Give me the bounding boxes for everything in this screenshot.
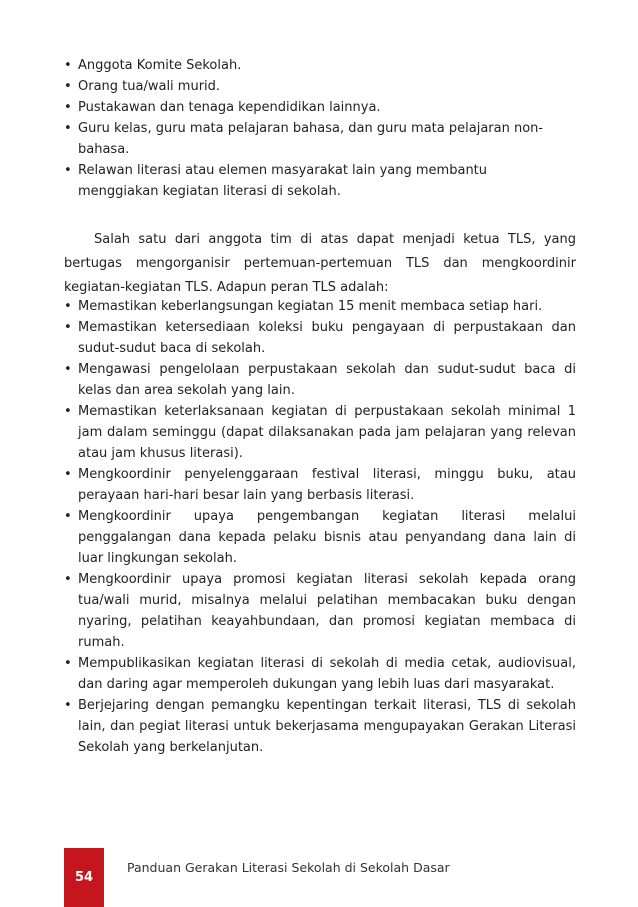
page-number: 54: [64, 848, 104, 907]
bullet-icon: •: [64, 362, 72, 377]
bullet-icon: •: [64, 404, 72, 419]
list-item: • Memastikan ketersediaan koleksi buku pengayaan di perpustakaan dan sudut-sudut baca di sekolah.: [64, 317, 576, 359]
bullet-icon: •: [64, 698, 72, 713]
list-item: • Anggota Komite Sekolah.: [64, 55, 564, 76]
list-item: • Mempublikasikan kegiatan literasi di sekolah di media cetak, audiovisual, dan daring agar memperoleh dukungan yang lebih luas dari masyarakat.: [64, 653, 576, 695]
bullet-icon: •: [64, 467, 72, 482]
list-item: • Mengkoordinir upaya pengembangan kegiatan literasi melalui penggalangan dana kepada pelaku bisnis atau penyandang dana lain di luar lingkungan sekolah.: [64, 506, 576, 569]
team-members-list: [64, 55, 564, 202]
list-item: • Relawan literasi atau elemen masyarakat lain yang membantu menggiakan kegiatan literasi di sekolah.: [64, 160, 564, 202]
bullet-icon: •: [64, 163, 72, 178]
list-item: • Orang tua/wali murid.: [64, 76, 564, 97]
book-title: Panduan Gerakan Literasi Sekolah di Sekolah Dasar: [127, 860, 450, 875]
bullet-icon: •: [64, 121, 72, 136]
bullet-icon: •: [64, 320, 72, 335]
list-item: • Mengkoordinir upaya promosi kegiatan literasi sekolah kepada orang tua/wali murid, misalnya melalui pelatihan membacakan buku dengan nyaring, pelatihan keayahbundaan, dan promosi kegiatan membaca di rumah.: [64, 569, 576, 653]
bullet-icon: •: [64, 299, 72, 314]
list-item: • Berjejaring dengan pemangku kepentingan terkait literasi, TLS di sekolah lain, dan pegiat literasi untuk bekerjasama mengupayakan Gerakan Literasi Sekolah yang berkelanjutan.: [64, 695, 576, 758]
bullet-icon: •: [64, 509, 72, 524]
page-footer: [0, 848, 638, 907]
list-item: • Mengkoordinir penyelenggaraan festival literasi, minggu buku, atau perayaan hari-hari besar lain yang berbasis literasi.: [64, 464, 576, 506]
list-item: • Mengawasi pengelolaan perpustakaan sekolah dan sudut-sudut baca di kelas dan area sekolah yang lain.: [64, 359, 576, 401]
bullet-icon: •: [64, 100, 72, 115]
list-item: • Guru kelas, guru mata pelajaran bahasa, dan guru mata pelajaran non-bahasa.: [64, 118, 564, 160]
bullet-icon: •: [64, 656, 72, 671]
list-item: • Pustakawan dan tenaga kependidikan lainnya.: [64, 97, 564, 118]
bullet-icon: •: [64, 572, 72, 587]
bullet-icon: •: [64, 79, 72, 94]
body-paragraph: Salah satu dari anggota tim di atas dapat menjadi ketua TLS, yang bertugas mengorganisir pertemuan-pertemuan TLS dan mengkoordinir kegiatan-kegiatan TLS. Adapun peran TLS adalah:: [64, 232, 576, 295]
tls-roles-list: [64, 296, 576, 758]
list-item: • Memastikan keberlangsungan kegiatan 15 menit membaca setiap hari.: [64, 296, 576, 317]
list-item: • Memastikan keterlaksanaan kegiatan di perpustakaan sekolah minimal 1 jam dalam seminggu (dapat dilaksanakan pada jam pelajaran yang relevan atau jam khusus literasi).: [64, 401, 576, 464]
bullet-icon: •: [64, 58, 72, 73]
